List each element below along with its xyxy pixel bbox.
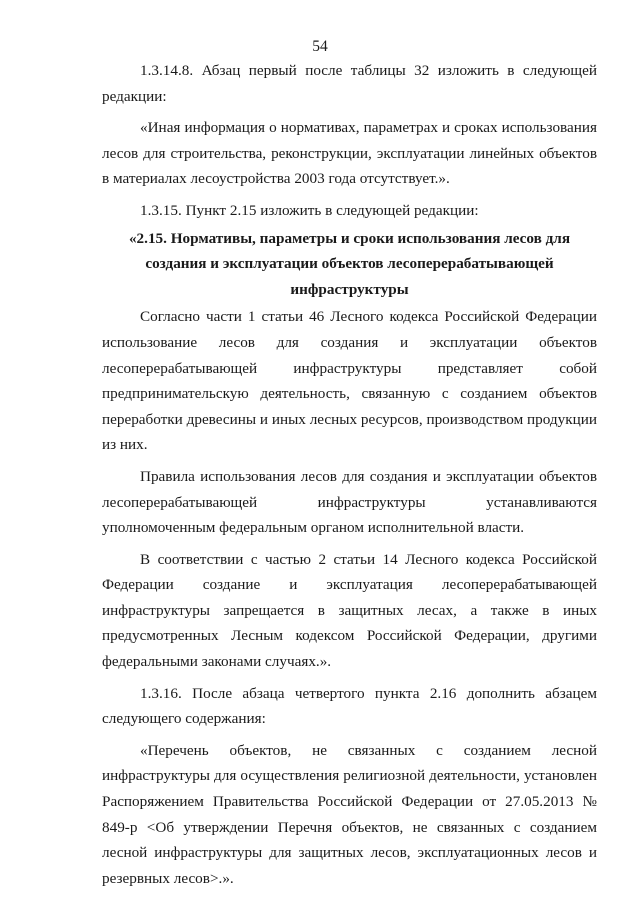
- paragraph-1-3-14-8: 1.3.14.8. Абзац первый после таблицы 32 изложить в следующей редакции:: [102, 62, 597, 105]
- paragraph-article-14: В соответствии с частью 2 статьи 14 Лесного кодекса Российской Федерации создание и эксплуатация лесоперерабатывающей инфраструктуры запрещается в защитных лесах, а также в иных предусмотренных Лесным кодексом Российской Федерации, другими федеральными законами случаях.».: [102, 550, 597, 671]
- paragraph-usage-rules: Правила использования лесов для создания и эксплуатации объектов лесоперерабатывающей инфраструктуры устанавливаются уполномоченным федеральным органом исполнительной власти.: [102, 467, 597, 537]
- document-body: [102, 58, 597, 891]
- paragraph-article-46: Согласно части 1 статьи 46 Лесного кодекса Российской Федерации использование лесов для создания и эксплуатации объектов лесоперерабатывающей инфраструктуры представляет собой предпринимательскую деятельность, связанную с созданием объектов переработки древесины и иных лесных ресурсов, производством продукции из них.: [102, 308, 597, 454]
- paragraph-quote-other-info: «Иная информация о нормативах, параметрах и сроках использования лесов для строительства, реконструкции, эксплуатации линейных объектов в материалах лесоустройства 2003 года отсутствует.».: [102, 119, 597, 188]
- section-heading-2-15: «2.15. Нормативы, параметры и сроки использования лесов для создания и эксплуатации объектов лесоперерабатывающей инфраструктуры: [128, 229, 571, 298]
- paragraph-quote-object-list: «Перечень объектов, не связанных с созданием лесной инфраструктуры для осуществления религиозной деятельности, установлен Распоряжением Правительства Российской Федерации от 27.05.2013 № 849-р <Об утверждении Перечня объектов, не связанных с созданием лесной инфраструктуры для защитных лесов, эксплуатационных лесов и резервных лесов>.».: [102, 741, 597, 887]
- paragraph-1-3-15: 1.3.15. Пункт 2.15 изложить в следующей редакции:: [140, 201, 479, 219]
- page-number: 54: [312, 38, 328, 55]
- paragraph-1-3-16: 1.3.16. После абзаца четвертого пункта 2.16 дополнить абзацем следующего содержания:: [102, 684, 597, 728]
